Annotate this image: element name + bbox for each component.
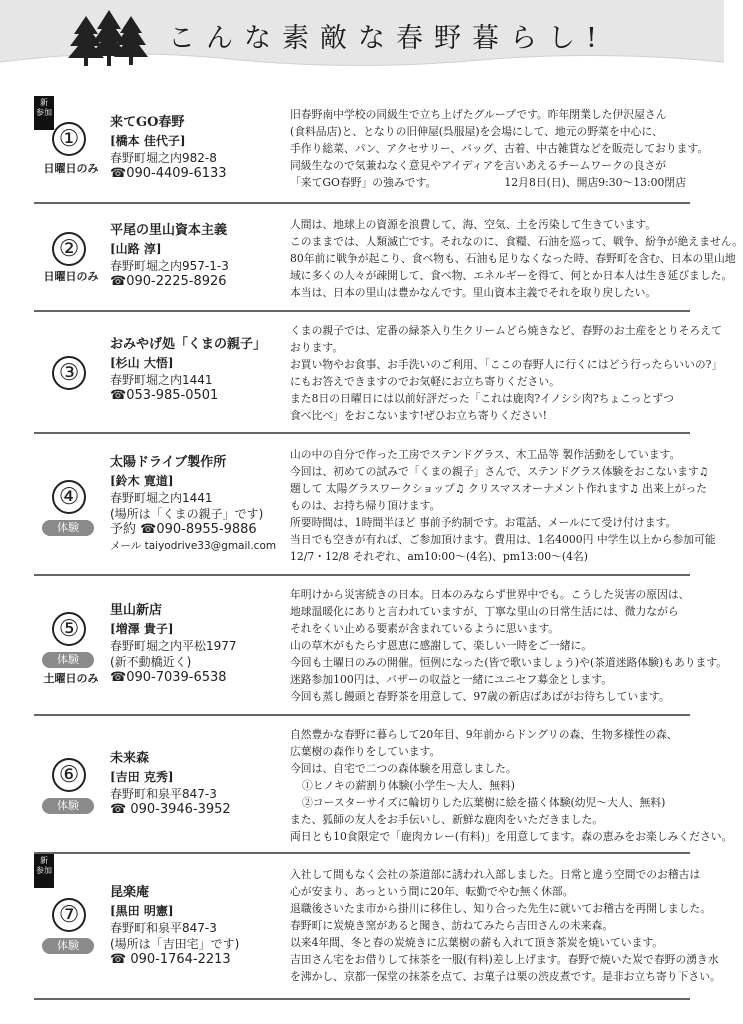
shop-description: 山の中の自分で作った工房でステンドグラス、木工品等 製作活動をしています。 今回は、初めての試みで「くまの親子」さんで、ステンドグラス体験をおこないます♫ 題して 太陽グラスワークショップ♫ クリスマスオーナメント作れます♫ 出来上がった ものは、お持ち帰り頂けます。 所要時間は、1時間半ほど 事前予約制です。お電話、メールにて受け付けます。 当日でも空きが有れば、ご参加頂けます。費用は、1名4000円 中学生以上から参加可能 12/7・12/8 それぞれ、am10:00〜(4名)、pm13:00〜(4名) xyxy=(290,448,716,563)
shop-address: 春野町堀之内1441 xyxy=(110,491,213,505)
shop-description: 入社して間もなく会社の茶道部に誘われ入部しました。日常と違う空間でのお稽古は 心が安まり、あっという間に20年、転勤でやむ無く休部。 退職後さいたま市から掛川に移住し、知り合った先生に就いてお稽古を再開しました。 春野町に炭焼き窯があると聞き、訪ねてみたら吉田さんの未来森。 以来4年間、冬と春の炭焼きに広葉樹の薪も入れて頂き茶炭を焼いています。 吉田さん宅をお借りして抹茶を一服(有料)差し上げます。春野で焼いた炭で春野の湧き水 を沸かし、京都一保堂の抹茶を点て、お菓子は栗の渋皮煮です。是非お立ち寄り下さい。 xyxy=(290,868,721,983)
entry-number: ③ xyxy=(52,356,86,390)
shop-address: 春野町堀之内平松1977 xyxy=(110,639,237,653)
shop-name: 昆楽庵 xyxy=(110,885,150,900)
owner-name: [杉山 大悟] xyxy=(110,356,174,370)
experience-badge: 体験 xyxy=(42,652,94,668)
day-label: 日曜日のみ xyxy=(43,270,99,283)
entry-number: ① xyxy=(52,122,86,156)
owner-name: [鈴木 寛道] xyxy=(110,474,174,488)
experience-badge: 体験 xyxy=(42,520,94,536)
phone-number: ☎090-2225-8926 xyxy=(110,274,227,289)
shop-info xyxy=(110,454,282,554)
shop-name: 来てGO春野 xyxy=(110,115,185,130)
owner-name: [増澤 貴子] xyxy=(110,622,174,636)
shop-info xyxy=(110,884,282,968)
shop-address: 春野町堀之内1441 xyxy=(110,373,213,387)
list-item xyxy=(34,576,728,716)
shop-info xyxy=(110,222,282,290)
entry-number: ⑥ xyxy=(52,758,86,792)
shop-name: 里山新店 xyxy=(110,603,163,618)
phone-number: 予約 ☎090-8955-9886 xyxy=(110,522,257,537)
shop-address: 春野町堀之内982-8 xyxy=(110,151,217,165)
entry-marker xyxy=(34,204,106,310)
owner-name: [吉田 克秀] xyxy=(110,770,174,784)
shop-info xyxy=(110,602,282,686)
list-item xyxy=(34,434,716,576)
shop-name: 太陽ドライブ製作所 xyxy=(110,455,227,470)
location-note: (新不動橋近く) xyxy=(110,655,192,669)
shop-description: 人間は、地球上の資源を浪費して、海、空気、土を汚染して生きています。 このままでは、人類滅亡です。それなのに、食糧、石油を巡って、戦争、紛争が絶えません。 80年前に戦争が起こり、食べ物も、石油も足りなくなった時、春野町を含む、日本の里山地 域に多くの人々が疎開して、食べ物、エネルギーを得て、何とか日本人は生き延びました。 本当は、日本の里山は豊かなんです。里山資本主義でそれを取り戻したい。 xyxy=(290,218,743,299)
shop-description: 旧春野南中学校の同級生で立ち上げたグループです。昨年閉業した伊沢屋さん (食料品店)と、となりの旧伸屋(呉服屋)を会場にして、地元の野菜を中心に、 手作り総菜、パン、アクセサリー、バッグ、古着、中古雑貨などを販売しております。 同級生なので気兼ねなく意見やアイディアを言いあえるチームワークの良さが 「来てGO春野」の強みです。 12月8日(日)、開店9:30〜13:00閉店 xyxy=(290,108,709,189)
list-item xyxy=(34,204,743,312)
entry-marker xyxy=(34,312,106,432)
shop-name: おみやげ処「くまの親子」 xyxy=(110,337,267,352)
list-item xyxy=(34,716,733,854)
experience-badge: 体験 xyxy=(42,798,94,814)
page-header xyxy=(0,0,724,90)
shop-info xyxy=(110,114,282,182)
experience-badge: 体験 xyxy=(42,938,94,954)
phone-number: ☎053-985-0501 xyxy=(110,388,219,403)
shop-description: くまの親子では、定番の緑茶入り生クリームどら焼きなど、春野のお土産をとりそろえて おります。 お買い物やお食事、お手洗いのご利用、「ここの春野人に行くにはどう行ったらいいの?」 にもお答えできますのでお気軽にお立ち寄りください。 また8日の日曜日には以前好評だった「これは鹿肉?イノシシ肉?ちょこっとずつ 食べ比べ」をおこないます!ぜひお立ち寄りください! xyxy=(290,324,723,422)
phone-number: ☎090-7039-6538 xyxy=(110,670,227,685)
shop-description: 自然豊かな春野に暮らして20年目、9年前からドングリの森、生物多様性の森、 広葉樹の森作りをしています。 今回は、自宅で二つの森体験を用意しました。 ①ヒノキの薪割り体験(小学生〜大人、無料) ②コースターサイズに輪切りした広葉樹に絵を描く体験(幼児〜大人、無料) また、狐師の友人をお手伝いし、新鮮な鹿肉をいただきました。 両日とも10食限定で「鹿肉カレー(有料)」を用意してます。森の恵みをお楽しみください。 xyxy=(290,728,733,843)
new-badge: 新 参加 xyxy=(34,854,54,888)
entry-marker xyxy=(34,576,106,714)
shop-description: 年明けから災害続きの日本。日本のみならず世界中でも。こうした災害の原因は、 地球温暖化にありと言われていますが、丁寧な里山の日常生活には、微力ながら それをくい止める要素が含まれているように思います。 山の草木がもたらす恩恵に感謝して、楽しい一時をご一緒に。 今回も土曜日のみの開催。恒例になった(皆で歌いましょう)や(茶道迷路体験)もあります。 迷路参加100円は、バザーの収益と一緒にユニセフ募金とします。 今回も蒸し饅頭と春野茶を用意して、97歳の新店ばあばがお待ちしています。 xyxy=(290,588,728,703)
list-item xyxy=(34,854,721,1000)
owner-name: [山路 淳] xyxy=(110,242,162,256)
day-label: 土曜日のみ xyxy=(43,672,99,685)
entry-number: ⑦ xyxy=(52,898,86,932)
shop-info xyxy=(110,336,282,404)
list-item xyxy=(34,312,723,434)
email-address: メール taiyodrive33@gmail.com xyxy=(110,540,277,552)
shop-address: 春野町和泉平847-3 xyxy=(110,787,217,801)
phone-number: ☎ 090-1764-2213 xyxy=(110,952,231,967)
entry-marker xyxy=(34,96,106,202)
shop-name: 平尾の里山資本主義 xyxy=(110,223,228,238)
shop-name: 未来森 xyxy=(110,751,150,766)
shop-info xyxy=(110,750,282,818)
location-note: (場所は「吉田宅」です) xyxy=(110,937,240,951)
phone-number: ☎090-4409-6133 xyxy=(110,166,227,181)
owner-name: [橋本 佳代子] xyxy=(110,134,186,148)
list-item xyxy=(34,96,709,204)
day-label: 日曜日のみ xyxy=(43,162,99,175)
shop-address: 春野町堀之内957-1-3 xyxy=(110,259,229,273)
shop-address: 春野町和泉平847-3 xyxy=(110,921,217,935)
entry-marker xyxy=(34,854,106,998)
phone-number: ☎ 090-3946-3952 xyxy=(110,802,231,817)
page-title: こんな素敵な春野暮らし! xyxy=(168,23,608,54)
new-badge: 新 参加 xyxy=(34,96,54,130)
location-note: (場所は「くまの親子」です) xyxy=(110,507,264,521)
owner-name: [黒田 明憲] xyxy=(110,904,174,918)
entry-marker xyxy=(34,716,106,852)
entry-marker xyxy=(34,434,106,574)
entry-number: ② xyxy=(52,232,86,266)
entry-number: ④ xyxy=(52,480,86,514)
entry-number: ⑤ xyxy=(52,612,86,646)
